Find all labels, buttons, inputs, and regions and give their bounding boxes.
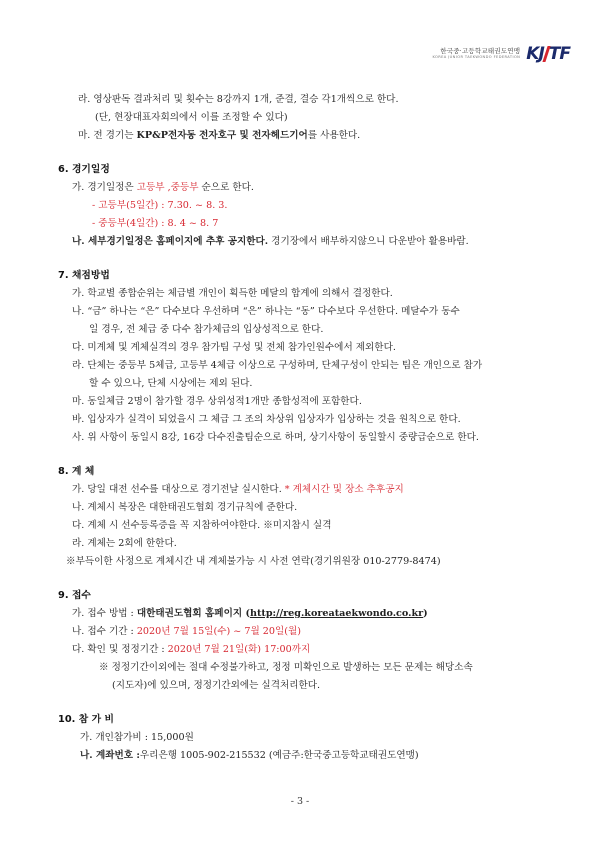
s9-item-na <box>72 626 301 638</box>
s10-item-ga: 가. 개인참가비 : 15,000원 <box>80 732 194 743</box>
s7-item-ga: 가. 학교별 종합순위는 체급별 개인이 획득한 메달의 합계에 의해서 결정한다. <box>72 288 393 299</box>
s6-ga-suffix: 순으로 한다. <box>198 182 254 193</box>
s8-item-na: 나. 계체시 복장은 대한태권도협회 경기규칙에 준한다. <box>72 502 298 513</box>
federation-name <box>432 48 520 60</box>
s9-da-prefix: 다. 확인 및 정정기간 : <box>72 644 168 655</box>
s9-na-prefix: 나. 접수 기간 : <box>72 626 137 637</box>
s9-note-line1: ※ 정정기간이외에는 절대 수정불가하고, 정정 미확인으로 발생하는 모든 문제는 해당소속 <box>99 662 473 673</box>
s8-item-ga <box>72 484 404 496</box>
s10-na-suffix: 우리은행 1005-902-215532 (예금주:한국중고등학교태권도연맹) <box>139 750 419 761</box>
section-10-title: 10. 참 가 비 <box>58 714 114 725</box>
intro-ma-suffix: 를 사용한다. <box>307 130 361 141</box>
item-intro-ra-note: (단, 현장대표자회의에서 이를 조정할 수 있다) <box>95 112 288 123</box>
s7-item-sa: 사. 위 사항이 동일시 8강, 16강 다수진출팀순으로 하며, 상기사항이 동일할시 중량급순으로 한다. <box>72 432 479 443</box>
s7-item-na-line1: 나. “금” 하나는 “은” 다수보다 우선하며 “은” 하나는 “동” 다수보다 우선한다. 메달수가 동수 <box>72 306 460 317</box>
s6-ga-red: 고등부 ,중등부 <box>136 182 199 193</box>
s9-ga-bold: 대한태권도협회 홈페이지 ( <box>136 608 250 619</box>
s7-item-da: 다. 미계체 및 계체실격의 경우 참가팀 구성 및 전체 참가인원수에서 제외한다. <box>72 342 396 353</box>
s8-item-da: 다. 계체 시 선수등록증을 꼭 지참하여야한다. ※미지참시 실격 <box>72 520 332 531</box>
section-9-title: 9. 접수 <box>58 590 91 601</box>
s8-ga-prefix: 가. 당일 대전 선수를 대상으로 경기전날 실시한다. <box>72 484 285 495</box>
s7-item-ra-line2: 할 수 있으나, 단체 시상에는 제외 된다. <box>89 378 253 389</box>
federation-name-english: KOREA JUNIOR TAEKWONDO FEDERATION <box>432 55 521 60</box>
s6-ga-prefix: 가. 경기일정은 <box>72 182 137 193</box>
s8-item-ra: 라. 계체는 2회에 한한다. <box>72 538 177 549</box>
s9-da-red: 2020년 7월 21일(화) 17:00까지 <box>167 644 311 655</box>
logo-letter-k: K <box>526 44 539 64</box>
section-7-title: 7. 채점방법 <box>58 270 110 281</box>
registration-link[interactable]: http://reg.koreataekwondo.co.kr <box>250 608 424 619</box>
s9-note-line2: (지도자)에 있으며, 정정기간외에는 실격처리한다. <box>112 680 321 691</box>
section-8-title: 8. 계 체 <box>58 466 95 477</box>
section-6-title: 6. 경기일정 <box>58 164 110 175</box>
s7-item-ba: 바. 입상자가 실격이 되었을시 그 체급 그 조의 차상위 입상자가 입상하는 것을 원칙으로 한다. <box>72 414 461 425</box>
s10-na-bold: 나. 계좌번호 : <box>80 750 140 761</box>
s7-item-ma: 마. 동일체급 2명이 참가할 경우 상위성적1개만 종합성적에 포함한다. <box>72 396 362 407</box>
item-intro-ra: 라. 영상판독 결과처리 및 횟수는 8강까지 1개, 준결, 결승 각1개씩으로 한다. <box>78 94 399 105</box>
intro-ma-bold: KP&P전자동 전자호구 및 전자헤드기어 <box>136 130 308 141</box>
s6-na-bold: 나. 세부경기일정은 홈페이지에 추후 공지한다. <box>72 236 269 247</box>
federation-header <box>432 44 570 64</box>
s9-na-red: 2020년 7월 15일(수) ~ 7월 20일(월) <box>136 626 301 637</box>
s9-ga-prefix: 가. 접수 방법 : <box>72 608 137 619</box>
s6-middle-school-schedule: - 중등부(4일간) : 8. 4 ~ 8. 7 <box>92 218 219 229</box>
s8-note: ※부득이한 사정으로 계체시간 내 계체불가능 시 사전 연락(경기위원장 010-2779-8474) <box>66 556 441 567</box>
s7-item-ra-line1: 라. 단체는 중등부 5체급, 고등부 4체급 이상으로 구성하며, 단체구성이 안되는 팀은 개인으로 참가 <box>72 360 483 371</box>
page-number: - 3 - <box>290 796 310 807</box>
s9-item-da <box>72 644 310 656</box>
federation-name-korean: 한국중·고등학교태권도연맹 <box>440 46 521 55</box>
item-intro-ma <box>78 130 360 142</box>
s7-item-na-line2: 일 경우, 전 체급 중 다수 참가체급의 입상성적으로 한다. <box>89 324 324 335</box>
s6-item-na <box>72 236 469 248</box>
s10-item-na <box>80 750 419 762</box>
intro-ma-prefix: 마. 전 경기는 <box>78 130 137 141</box>
logo-letters-tf: TF <box>548 44 570 64</box>
s6-item-ga <box>72 182 254 194</box>
kjtf-logo <box>526 44 570 64</box>
s6-na-suffix: 경기장에서 배부하지않으니 다운받아 활용바람. <box>268 236 469 247</box>
s9-item-ga <box>72 608 428 620</box>
logo-letter-j: J <box>538 44 544 64</box>
s9-ga-close: ) <box>423 608 428 619</box>
s6-high-school-schedule: - 고등부(5일간) : 7.30. ~ 8. 3. <box>92 200 228 211</box>
s8-ga-red: * 계체시간 및 장소 추후공지 <box>284 484 404 495</box>
